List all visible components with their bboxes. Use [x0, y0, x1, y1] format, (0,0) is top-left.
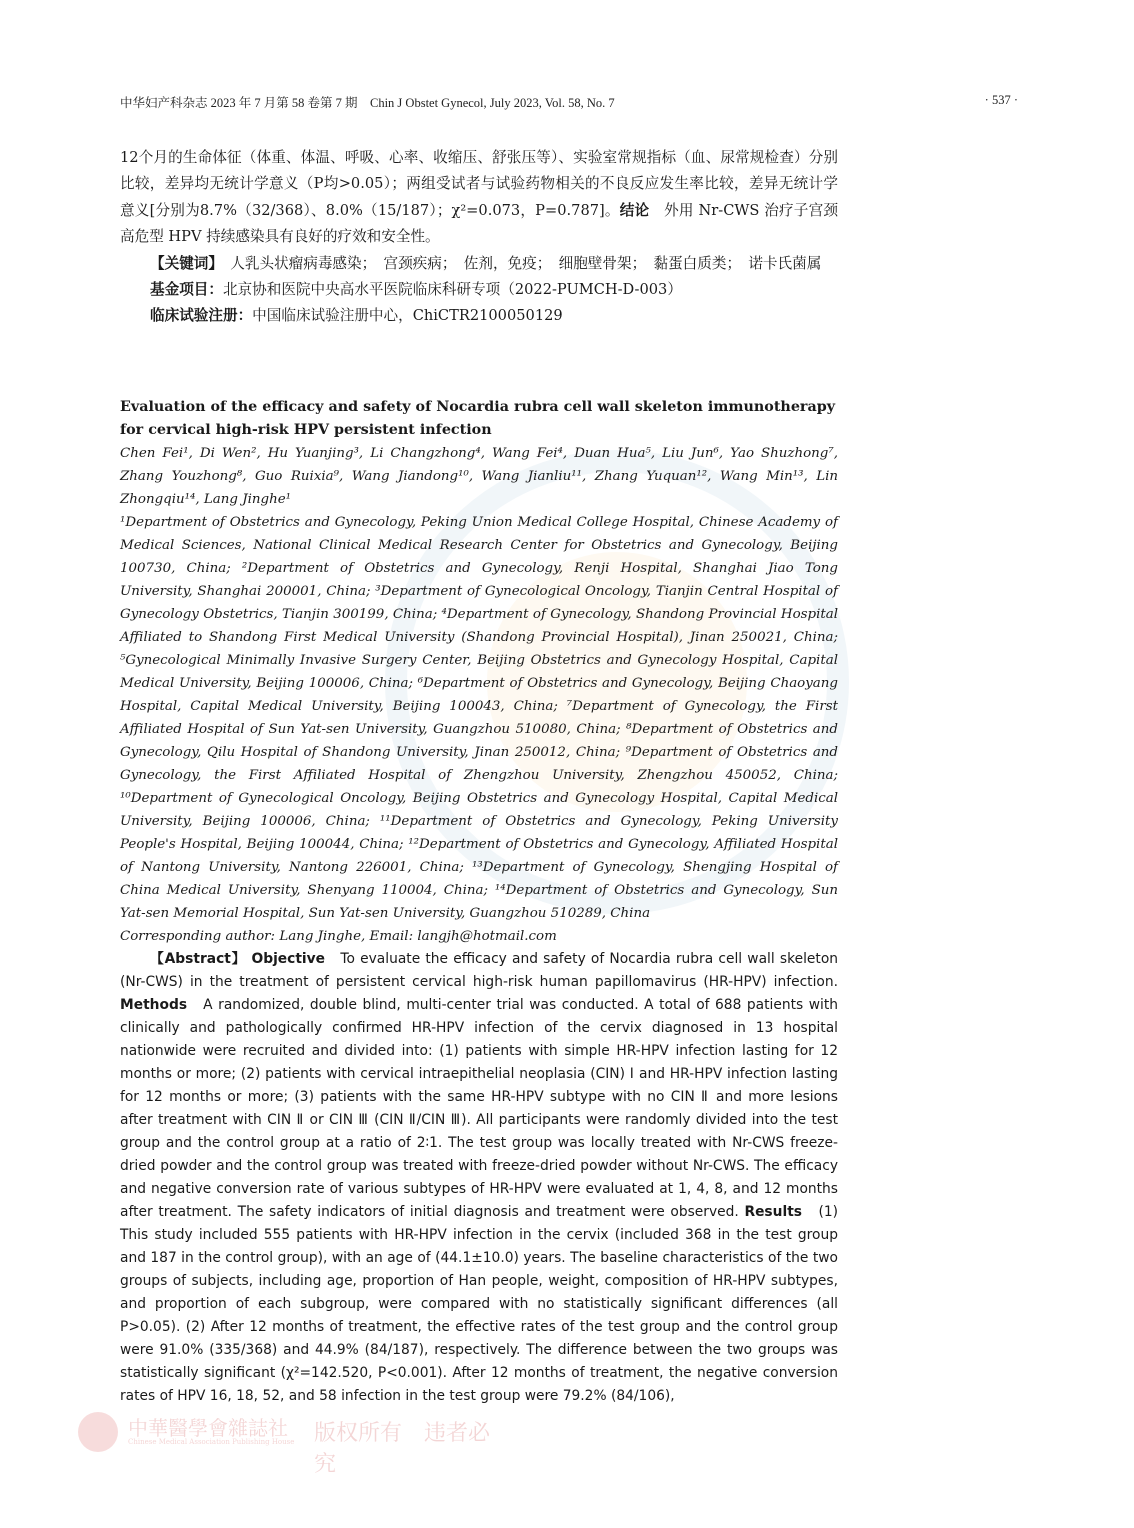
methods-label: Methods	[120, 997, 188, 1013]
cn-results-conclusion	[120, 145, 838, 251]
corresponding-author: Corresponding author: Lang Jinghe, Email: langjh@hotmail.com	[120, 929, 557, 944]
cn-fund-text: 北京协和医院中央高水平医院临床科研专项（2022-PUMCH-D-003）	[222, 281, 682, 299]
cn-keywords	[120, 251, 838, 277]
publisher-watermark	[78, 1410, 498, 1477]
cn-conclusion-label: 结论	[619, 201, 650, 219]
cn-keywords-text: 人乳头状瘤病毒感染； 宫颈疾病； 佐剂，免疫； 细胞壁骨架； 黏蛋白质类； 诺卡氏菌属	[215, 254, 822, 272]
page-number: · 537 ·	[984, 93, 1018, 107]
objective-text: To evaluate the efficacy and safety of Nocardia rubra cell wall skeleton (Nr-CWS) in the treatment of persistent cervical high-risk human papillomavirus (HR-HPV) infection.	[120, 951, 839, 990]
chinese-abstract-tail	[120, 145, 838, 330]
cn-trial-registration	[120, 303, 838, 329]
abstract-body	[120, 948, 838, 1408]
objective-label: Objective	[251, 951, 326, 967]
affiliations: ¹Department of Obstetrics and Gynecology, Peking Union Medical College Hospital, Chinese Academy of Medical Sciences, National Clinical Medical Research Center for Obstetrics and Gynecology, Beijing 100730, China; ²Department of Obstetrics and Gynecology, Renji Hospital, Shanghai Jiao Tong University, Shanghai 200001, China; ³Department of Gynecological Oncology, Tianjin Central Hospital of Gynecology Obstetrics, Tianjin 300199, China; ⁴Department of Gynecology, Shandong Provincial Hospital Affiliated to Shandong First Medical University (Shandong Provincial Hospital), Jinan 250021, China; ⁵Gynecological Minimally Invasive Surgery Center, Beijing Obstetrics and Gynecology Hospital, Capital Medical University, Beijing 100006, China; ⁶Department of Obstetrics and Gynecology, Beijing Chaoyang Hospital, Capital Medical University, Beijing 100043, China; ⁷Department of Gynecology, the First Affiliated Hospital of Sun Yat-sen University, Guangzhou 510080, China; ⁸Department of Obstetrics and Gynecology, Qilu Hospital of Shandong University, Jinan 250012, China; ⁹Department of Obstetrics and Gynecology, the First Affiliated Hospital of Zhengzhou University, Zhengzhou 450052, China; ¹⁰Department of Gynecological Oncology, Beijing Obstetrics and Gynecology Hospital, Capital Medical University, Beijing 100006, China; ¹¹Department of Obstetrics and Gynecology, Peking University People's Hospital, Beijing 100044, China; ¹²Department of Obstetrics and Gynecology, Affiliated Hospital of Nantong University, Nantong 226001, China; ¹³Department of Gynecology, Shengjing Hospital of China Medical University, Shenyang 110004, China; ¹⁴Department of Obstetrics and Gynecology, Sun Yat-sen Memorial Hospital, Sun Yat-sen University, Guangzhou 510289, China	[120, 515, 838, 921]
results-text: (1) This study included 555 patients with HR-HPV infection in the cervix (included 368 in the test group and 187 in the control group), with an age of (44.1±10.0) years. The baseline characteristics of the two groups of subjects, including age, proportion of Han people, weight, composition of HR-HPV subtypes, and proportion of each subgroup, were compared with no statistically significant differences (all P>0.05). (2) After 12 months of treatment, the effective rates of the test group and the control group were 91.0% (335/368) and 44.9% (84/187), respectively. The difference between the two groups was statistically significant (χ²=142.520, P<0.001). After 12 months of treatment, the negative conversion rates of HPV 16, 18, 52, and 58 infection in the test group were 79.2% (84/106),	[120, 1204, 838, 1404]
results-label: Results	[744, 1204, 803, 1220]
cn-fund-label: 基金项目：	[150, 281, 223, 299]
publisher-seal-icon	[78, 1412, 118, 1452]
english-abstract	[120, 396, 838, 1408]
english-title: Evaluation of the efficacy and safety of Nocardia rubra cell wall skeleton immunotherapy for cervical high-risk HPV persistent infection	[120, 399, 836, 438]
cn-trial-label: 临床试验注册：	[150, 307, 253, 325]
page	[120, 0, 1018, 1528]
cn-conclusion-text: 外用 Nr-CWS 治疗子宫颈高危型 HPV 持续感染具有良好的疗效和安全性。	[120, 201, 838, 246]
rights-notice: 版权所有 违者必究	[314, 1421, 491, 1477]
publisher-name-cn: 中華醫學會雜誌社	[128, 1416, 288, 1440]
abstract-label: 【Abstract】	[150, 951, 247, 967]
cn-trial-text: 中国临床试验注册中心，ChiCTR2100050129	[252, 307, 563, 325]
cn-keywords-label: 【关键词】	[150, 254, 216, 272]
methods-text: A randomized, double blind, multi-center trial was conducted. A total of 688 patients with clinically and pathologically confirmed HR-HPV infection of the cervix diagnosed in 13 hospital nationwide were recruited and divided into: (1) patients with simple HR-HPV infection lasting for 12 months or more; (2) patients with cervical intraepithelial neoplasia (CIN) Ⅰ and HR-HPV infection lasting for 12 months or more; (3) patients with the same HR-HPV subtype with no CIN Ⅱ and more lesions after treatment with CIN Ⅱ or CIN Ⅲ (CIN Ⅱ/CIN Ⅲ). All participants were randomly divided into the test group and the control group at a ratio of 2∶1. The test group was locally treated with Nr-CWS freeze-dried powder and the control group was treated with freeze-dried powder without Nr-CWS. The efficacy and negative conversion rate of various subtypes of HR-HPV were evaluated at 1, 4, 8, and 12 months after treatment. The safety indicators of initial diagnosis and treatment were observed.	[120, 997, 838, 1220]
cn-fund	[120, 277, 838, 303]
cn-results-text: 12个月的生命体征（体重、体温、呼吸、心率、收缩压、舒张压等）、实验室常规指标（血、尿常规检查）分别比较，差异均无统计学意义（P均>0.05）；两组受试者与试验药物相关的不良反应发生率比较，差异无统计学意义[分别为8.7%（32/368）、8.0%（15/187）；χ²=0.073，P=0.787]。	[120, 149, 838, 219]
author-list: Chen Fei¹, Di Wen², Hu Yuanjing³, Li Changzhong⁴, Wang Fei⁴, Duan Hua⁵, Liu Jun⁶, Yao Shuzhong⁷, Zhang Youzhong⁸, Guo Ruixia⁹, Wang Jiandong¹⁰, Wang Jianliu¹¹, Zhang Yuquan¹², Wang Min¹³, Lin Zhongqiu¹⁴, Lang Jinghe¹	[120, 446, 838, 507]
journal-citation: 中华妇产科杂志 2023 年 7 月第 58 卷第 7 期 Chin J Obstet Gynecol, July 2023, Vol. 58, No. 7	[120, 96, 615, 110]
publisher-name-en: Chinese Medical Association Publishing House	[128, 1438, 295, 1446]
